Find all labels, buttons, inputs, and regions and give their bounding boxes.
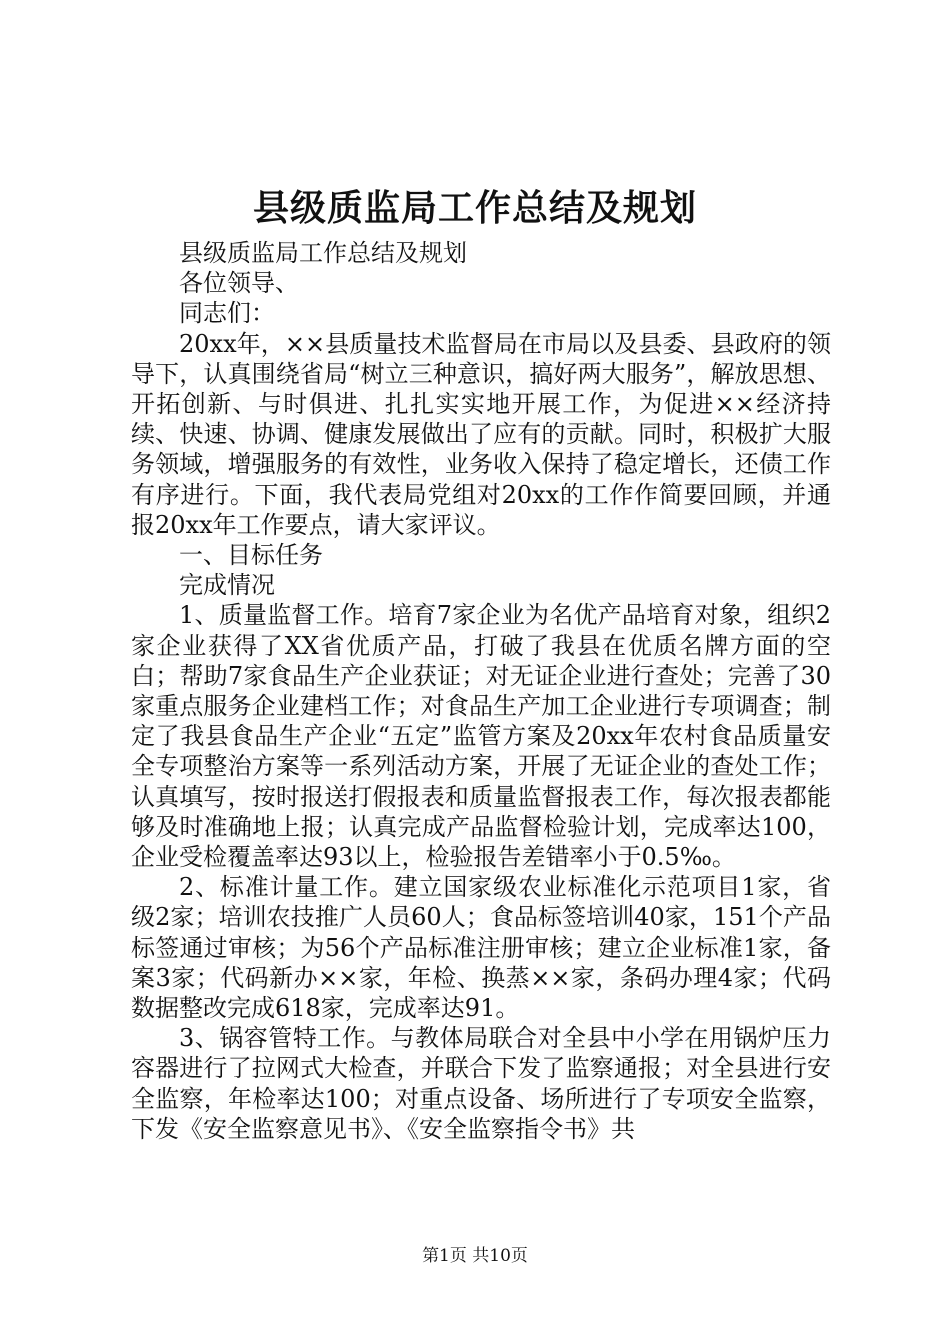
body-paragraph-boiler-safety: 3、锅容管特工作。与教体局联合对全县中小学在用锅炉压力容器进行了拉网式大检查，并联合下发了监察通报；对全县进行安全监察，年检率达100；对重点设备、场所进行了专项安全监察，下发《安全监察意见书》、《安全监察指令书》共 — [131, 1024, 831, 1143]
document-body — [131, 238, 831, 1144]
section-subheading-completion: 完成情况 — [179, 571, 275, 600]
body-paragraph-salutation-leaders: 各位领导、 — [179, 269, 299, 298]
document-title: 县级质监局工作总结及规划 — [252, 187, 697, 229]
body-paragraph-subtitle: 县级质监局工作总结及规划 — [179, 239, 467, 267]
section-heading-goals: 一、目标任务 — [179, 541, 323, 570]
body-paragraph-salutation-comrades: 同志们： — [179, 299, 275, 328]
body-paragraph-standards-metrology: 2、标准计量工作。建立国家级农业标准化示范项目1家，省级2家；培训农技推广人员60人；食品标签培训40家，151个产品标签通过审核；为56个产品标准注册审核；建立企业标准1家，备案3家；代码新办××家，年检、换蒸××家，条码办理4家；代码数据整改完成618家，完成率达91。 — [131, 873, 831, 1023]
body-paragraph-intro: 20xx年，××县质量技术监督局在市局以及县委、县政府的领导下，认真围绕省局“树立三种意识，搞好两大服务”，解放思想、开拓创新、与时俱进、扎扎实实地开展工作，为促进××经济持续、快速、协调、健康发展做出了应有的贡献。同时，积极扩大服务领域，增强服务的有效性，业务收入保持了稳定增长，还债工作有序进行。下面，我代表局党组对20xx的工作作简要回顾，并通报20xx年工作要点，请大家评议。 — [131, 329, 831, 539]
body-paragraph-quality-supervision: 1、质量监督工作。培育7家企业为名优产品培育对象，组织2家企业获得了XX省优质产品，打破了我县在优质名牌方面的空白；帮助7家食品生产企业获证；对无证企业进行查处；完善了30家重点服务企业建档工作；对食品生产加工企业进行专项调查；制定了我县食品生产企业“五定”监管方案及20xx年农村食品质量安全专项整治方案等一系列活动方案，开展了无证企业的查处工作；认真填写，按时报送打假报表和质量监督报表工作，每次报表都能够及时准确地上报；认真完成产品监督检验计划，完成率达100，企业受检覆盖率达93以上，检验报告差错率小于0.5‰。 — [131, 601, 831, 872]
page-number-footer: 第1页 共10页 — [422, 1246, 528, 1266]
